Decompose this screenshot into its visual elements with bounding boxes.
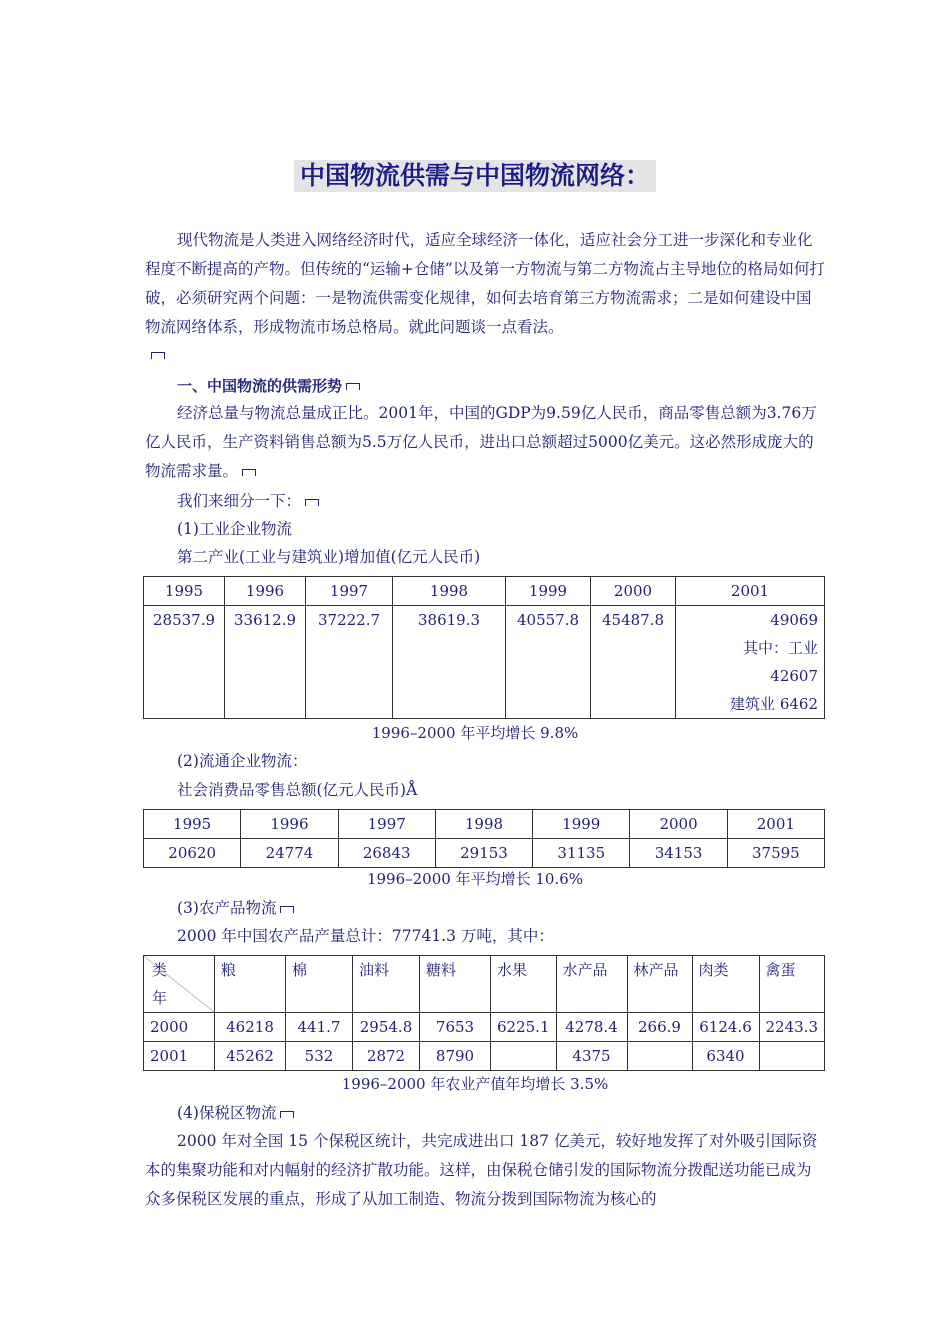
value-cell: 45487.8 — [591, 606, 676, 719]
table-row — [144, 1013, 825, 1042]
value-cell: 33612.9 — [225, 606, 306, 719]
value-cell — [491, 1042, 557, 1071]
value-cell: 37222.7 — [306, 606, 393, 719]
category-header: 水果 — [491, 956, 557, 1013]
value-cell: 45262 — [215, 1042, 286, 1071]
value-cell: 4278.4 — [556, 1013, 627, 1042]
value-cell: 29153 — [435, 839, 532, 868]
bonded-paragraph: 2000 年对全国 15 个保税区统计，共完成进出口 187 亿美元，较好地发挥了对外吸引国际资本的集聚功能和对内幅射的经济扩散功能。这样，由保税仓储引发的国际物流分拨配送功能已成为众多保税区发展的重点，形成了从加工制造、物流分拨到国际物流为核心的 — [145, 1132, 818, 1208]
table-header-row — [144, 956, 825, 1013]
table-header-row — [144, 810, 825, 839]
value-cell: 46218 — [215, 1013, 286, 1042]
category-header: 水产品 — [556, 956, 627, 1013]
circulation-growth-caption: 1996–2000 年平均增长 10.6% — [366, 870, 584, 888]
intro-paragraph — [145, 226, 825, 342]
industrial-growth-caption: 1996–2000 年平均增长 9.8% — [371, 724, 579, 742]
value-cell: 24774 — [241, 839, 338, 868]
table-row — [144, 839, 825, 868]
value-cell: 4375 — [556, 1042, 627, 1071]
year-cell: 1997 — [306, 577, 393, 606]
category-header: 林产品 — [627, 956, 692, 1013]
year-cell: 2001 — [727, 810, 824, 839]
circulation-table-title: 社会消费品零售总额(亿元人民币)Å — [177, 781, 418, 799]
value-cell: 34153 — [630, 839, 727, 868]
section1-heading: 一、中国物流的供需形势 — [177, 372, 360, 401]
value-cell: 37595 — [727, 839, 824, 868]
paragraph-mark-icon — [242, 469, 256, 476]
year-cell: 2000 — [591, 577, 676, 606]
year-cell: 2001 — [676, 577, 825, 606]
category-header: 糖料 — [420, 956, 491, 1013]
paragraph-mark-icon — [346, 383, 360, 390]
document-title: 中国物流供需与中国物流网络： — [294, 160, 656, 192]
year-cell: 2001 — [144, 1042, 215, 1071]
circulation-table — [143, 809, 825, 868]
paragraph-mark-icon — [305, 499, 319, 506]
intro-text: 现代物流是人类进入网络经济时代，适应全球经济一体化，适应社会分工进一步深化和专业化程度不断提高的产物。但传统的“运输+仓储”以及第一方物流与第二方物流占主导地位的格局如何打破，必须研究两个问题：一是物流供需变化规律，如何去培育第三方物流需求；二是如何建设中国物流网络体系，形成物流市场总格局。就此问题谈一点看法。 — [145, 231, 825, 336]
document-title-wrap — [0, 160, 950, 192]
value-cell — [627, 1042, 692, 1071]
year-cell: 1996 — [225, 577, 306, 606]
year-cell: 1995 — [144, 810, 241, 839]
value-cell: 40557.8 — [506, 606, 591, 719]
value-cell: 8790 — [420, 1042, 491, 1071]
value-cell: 2872 — [353, 1042, 420, 1071]
paragraph-mark-icon — [151, 352, 165, 359]
value-cell: 31135 — [533, 839, 630, 868]
value-cell: 38619.3 — [393, 606, 506, 719]
detail-line: 我们来细分一下： — [177, 487, 319, 516]
agriculture-table — [143, 955, 825, 1071]
value-cell: 6124.6 — [692, 1013, 759, 1042]
value-cell: 7653 — [420, 1013, 491, 1042]
table-row — [144, 606, 825, 719]
corner-header-cell: 类 年 — [144, 956, 215, 1013]
year-cell: 2000 — [144, 1013, 215, 1042]
table-row — [144, 1042, 825, 1071]
industrial-table-title: 第二产业(工业与建筑业)增加值(亿元人民币) — [177, 548, 481, 566]
section1-paragraph: 经济总量与物流总量成正比。2001年，中国的GDP为9.59亿人民币，商品零售总额为3.76万亿人民币，生产资料销售总额为5.5万亿人民币，进出口总额超过5000亿美元。这必然形成庞大的物流需求量。 — [145, 404, 817, 480]
value-cell: 2243.3 — [759, 1013, 825, 1042]
paragraph-mark-icon — [280, 1111, 294, 1118]
value-cell: 28537.9 — [144, 606, 225, 719]
industrial-label: (1)工业企业物流 — [177, 520, 292, 538]
circulation-label: (2)流通企业物流： — [177, 752, 308, 770]
year-cell: 1996 — [241, 810, 338, 839]
year-cell: 1997 — [338, 810, 435, 839]
category-header: 肉类 — [692, 956, 759, 1013]
agriculture-label: (3)农产品物流 — [177, 894, 294, 923]
year-cell: 1999 — [533, 810, 630, 839]
table-header-row — [144, 577, 825, 606]
value-cell: 6340 — [692, 1042, 759, 1071]
year-cell: 1995 — [144, 577, 225, 606]
value-cell: 441.7 — [286, 1013, 353, 1042]
value-cell: 266.9 — [627, 1013, 692, 1042]
value-cell: 20620 — [144, 839, 241, 868]
year-cell: 1998 — [393, 577, 506, 606]
paragraph-mark-icon — [280, 906, 294, 913]
category-header: 棉 — [286, 956, 353, 1013]
value-cell: 532 — [286, 1042, 353, 1071]
year-cell: 1998 — [435, 810, 532, 839]
agriculture-intro: 2000 年中国农产品产量总计：77741.3 万吨，其中： — [177, 927, 554, 945]
value-cell-2001: 49069 其中：工业 42607 建筑业 6462 — [676, 606, 825, 719]
value-cell: 26843 — [338, 839, 435, 868]
year-cell: 2000 — [630, 810, 727, 839]
industrial-table — [143, 576, 825, 719]
category-header: 油料 — [353, 956, 420, 1013]
bonded-label: (4)保税区物流 — [177, 1099, 294, 1128]
value-cell: 2954.8 — [353, 1013, 420, 1042]
value-cell: 6225.1 — [491, 1013, 557, 1042]
agriculture-growth-caption: 1996–2000 年农业产值年均增长 3.5% — [341, 1075, 609, 1093]
category-header: 粮 — [215, 956, 286, 1013]
value-cell — [759, 1042, 825, 1071]
category-header: 禽蛋 — [759, 956, 825, 1013]
year-cell: 1999 — [506, 577, 591, 606]
